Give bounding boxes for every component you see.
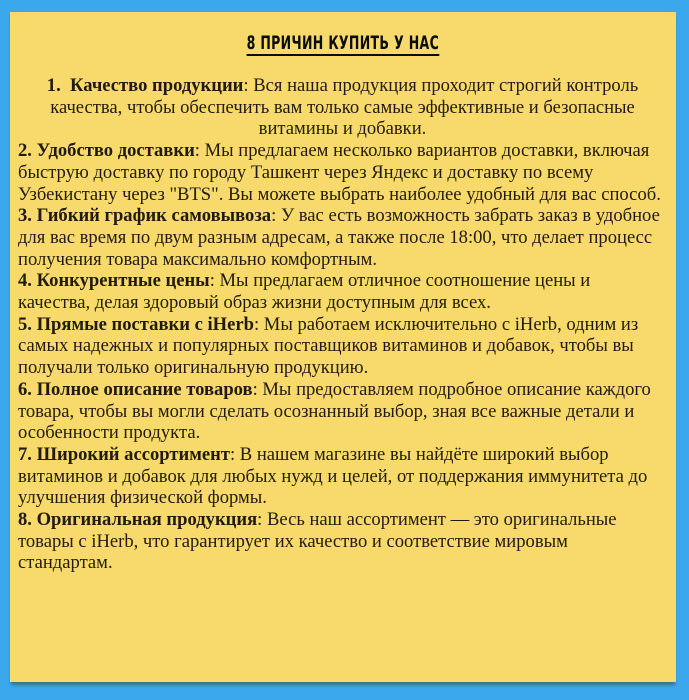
reason-text: Вся наша продукция проходит строгий контроль качества, чтобы обеспечить вам только самые эффективные и безопасные витамины и добавки. [50, 75, 639, 140]
reason-lead: 3. Гибкий график самовывоза [18, 205, 272, 227]
reason-text: В нашем магазине вы найдёте широкий выбор витаминов и добавок для любых нужд и целей, от поддержания иммунитета до улучшения физической формы. [18, 443, 648, 509]
reason-text: Мы предлагаем отличное соотношение цены и качества, делая здоровый образ жизни доступным для всех. [18, 270, 591, 314]
reason-lead: 2. Удобство доставки [18, 140, 195, 162]
reason-item-7 [18, 444, 667, 509]
colon-separator: : [271, 205, 277, 227]
reason-item-6 [18, 379, 667, 444]
reason-lead: 4. Конкурентные цены [18, 270, 210, 292]
colon-separator: : [243, 75, 249, 96]
reason-item-1 [18, 75, 667, 140]
reason-lead: 8. Оригинальная продукция [18, 509, 258, 531]
reasons-list [18, 75, 667, 574]
reason-lead: 1. Качество продукции [46, 75, 244, 96]
poster-card [10, 12, 676, 682]
colon-separator: : [194, 140, 200, 162]
reason-text: У вас есть возможность забрать заказ в удобное для вас время по двум разным адресам, а также после 18:00, что делает процесс получения товара максимально комфортным. [18, 205, 660, 270]
reason-item-2 [18, 140, 667, 205]
colon-separator: : [209, 270, 215, 292]
reason-item-4 [18, 270, 667, 313]
colon-separator: : [252, 378, 258, 400]
colon-separator: : [229, 443, 236, 465]
reason-text: Мы предоставляем подробное описание каждого товара, чтобы вы могли сделать осознанный выбор, зная все важные детали и особенности продукта. [18, 378, 651, 444]
page-title: 8 ПРИЧИН КУПИТЬ У НАС [246, 32, 440, 54]
reason-lead: 6. Полное описание товаров [18, 378, 253, 400]
reason-text: Мы предлагаем несколько вариантов доставки, включая быструю доставку по городу Ташкент через Яндекс и доставку по всему Узбекистану через "BTS". Вы можете выбрать наиболее удобный для вас способ. [18, 140, 661, 205]
reason-text: Мы работаем исключительно с iHerb, одним из самых надежных и популярных поставщиков витаминов и добавок, чтобы вы получали только оригинальную продукцию. [18, 313, 639, 379]
reason-item-8 [18, 509, 667, 574]
reason-lead: 7. Широкий ассортимент [18, 443, 230, 465]
reason-text: Весь наш ассортимент — это оригинальные товары с iHerb, что гарантирует их качество и соответствие мировым стандартам. [18, 509, 617, 574]
colon-separator: : [257, 509, 263, 531]
reason-item-3 [18, 205, 667, 270]
colon-separator: : [253, 313, 260, 335]
reason-lead: 5. Прямые поставки с iHerb [18, 313, 254, 335]
title-row [10, 33, 676, 59]
reason-item-5 [18, 314, 667, 379]
